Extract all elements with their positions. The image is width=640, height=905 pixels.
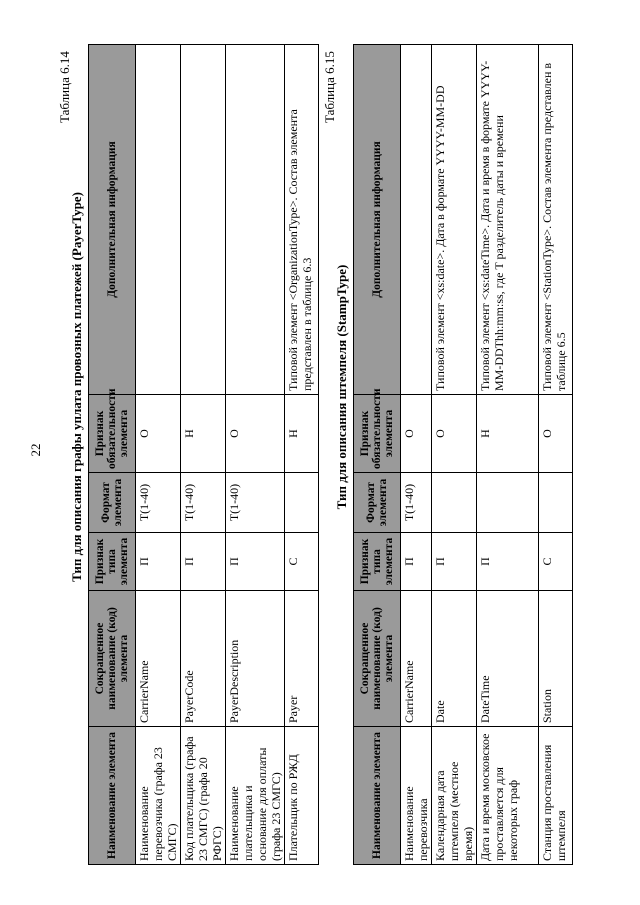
column-header: Признак обязательности элемента (89, 395, 136, 473)
cell: Н (285, 395, 319, 473)
cell: П (432, 533, 477, 591)
cell: Станция проставления штемпеля (539, 727, 573, 865)
cell: О (432, 395, 477, 473)
table-row (136, 45, 181, 865)
cell: CarrierName (136, 591, 181, 727)
cell: PayerDescription (226, 591, 285, 727)
cell: С (539, 533, 573, 591)
cell (181, 45, 226, 395)
column-header: Признак типа элемента (354, 533, 401, 591)
table-header-row (89, 45, 136, 865)
table-title: Тип для описания штемпеля (StampType) (334, 264, 349, 510)
cell: Дата и время московское проставляется для некоторых граф (477, 727, 539, 865)
cell (477, 473, 539, 533)
cell: П (136, 533, 181, 591)
cell: Payer (285, 591, 319, 727)
cell: T(1-40) (401, 473, 432, 533)
cell: Наименование перевозчика (401, 727, 432, 865)
cell (401, 45, 432, 395)
table-label: Таблица 6.14 (57, 51, 72, 123)
table-header-row (354, 45, 401, 865)
cell: П (226, 533, 285, 591)
cell (432, 473, 477, 533)
column-header: Формат элемента (89, 473, 136, 533)
stamp-type-table (353, 44, 573, 865)
column-header: Формат элемента (354, 473, 401, 533)
cell (285, 473, 319, 533)
cell: DateTime (477, 591, 539, 727)
cell: PayerCode (181, 591, 226, 727)
cell: О (136, 395, 181, 473)
cell: Плательщик по РЖД (285, 727, 319, 865)
column-header: Наименование элемента (89, 727, 136, 865)
cell: О (401, 395, 432, 473)
table-title: Тип для описания графы уплата провозных платежей (PayerType) (69, 192, 84, 582)
cell: Station (539, 591, 573, 727)
table-row (181, 45, 226, 865)
column-header: Признак типа элемента (89, 533, 136, 591)
cell (136, 45, 181, 395)
cell: Календарная дата штемпеля (местное время) (432, 727, 477, 865)
cell: П (477, 533, 539, 591)
column-header: Сокращенное наименование (код) элемента (89, 591, 136, 727)
cell: T(1-40) (136, 473, 181, 533)
cell: С (285, 533, 319, 591)
cell (226, 45, 285, 395)
column-header: Дополнительная информация (354, 45, 401, 395)
column-header: Наименование элемента (354, 727, 401, 865)
payer-type-table (88, 44, 319, 865)
table-row (539, 45, 573, 865)
cell: Н (477, 395, 539, 473)
cell: Типовой элемент <xs:dateTime>. Дата и время в формате YYYY-MM-DDThh:mm:ss, где T разделитель даты и времени (477, 45, 539, 395)
cell: Код плательщика (графа 23 СМГС) (графа 20 РФГС) (181, 727, 226, 865)
cell: Наименование перевозчика (графа 23 СМГС) (136, 727, 181, 865)
cell: П (401, 533, 432, 591)
cell: Date (432, 591, 477, 727)
cell: T(1-40) (181, 473, 226, 533)
cell: Н (181, 395, 226, 473)
table-row (432, 45, 477, 865)
cell: Наименование плательщика и основание для оплаты (графа 23 СМГС) (226, 727, 285, 865)
table-row (477, 45, 539, 865)
table-label: Таблица 6.15 (322, 51, 337, 123)
cell: Типовой элемент <OrganizationType>. Состав элемента представлен в таблице 6.3 (285, 45, 319, 395)
cell: О (226, 395, 285, 473)
column-header: Дополнительная информация (89, 45, 136, 395)
page-number: 22 (28, 443, 43, 457)
table-row (226, 45, 285, 865)
cell: Типовой элемент <xs:date>. Дата в формате YYYY-MM-DD (432, 45, 477, 395)
cell: CarrierName (401, 591, 432, 727)
cell (539, 473, 573, 533)
cell: T(1-40) (226, 473, 285, 533)
cell: П (181, 533, 226, 591)
cell: Типовой элемент <StationType>. Состав элемента представлен в таблице 6.5 (539, 45, 573, 395)
table-row (401, 45, 432, 865)
column-header: Признак обязательности элемента (354, 395, 401, 473)
cell: О (539, 395, 573, 473)
table-row (285, 45, 319, 865)
column-header: Сокращенное наименование (код) элемента (354, 591, 401, 727)
